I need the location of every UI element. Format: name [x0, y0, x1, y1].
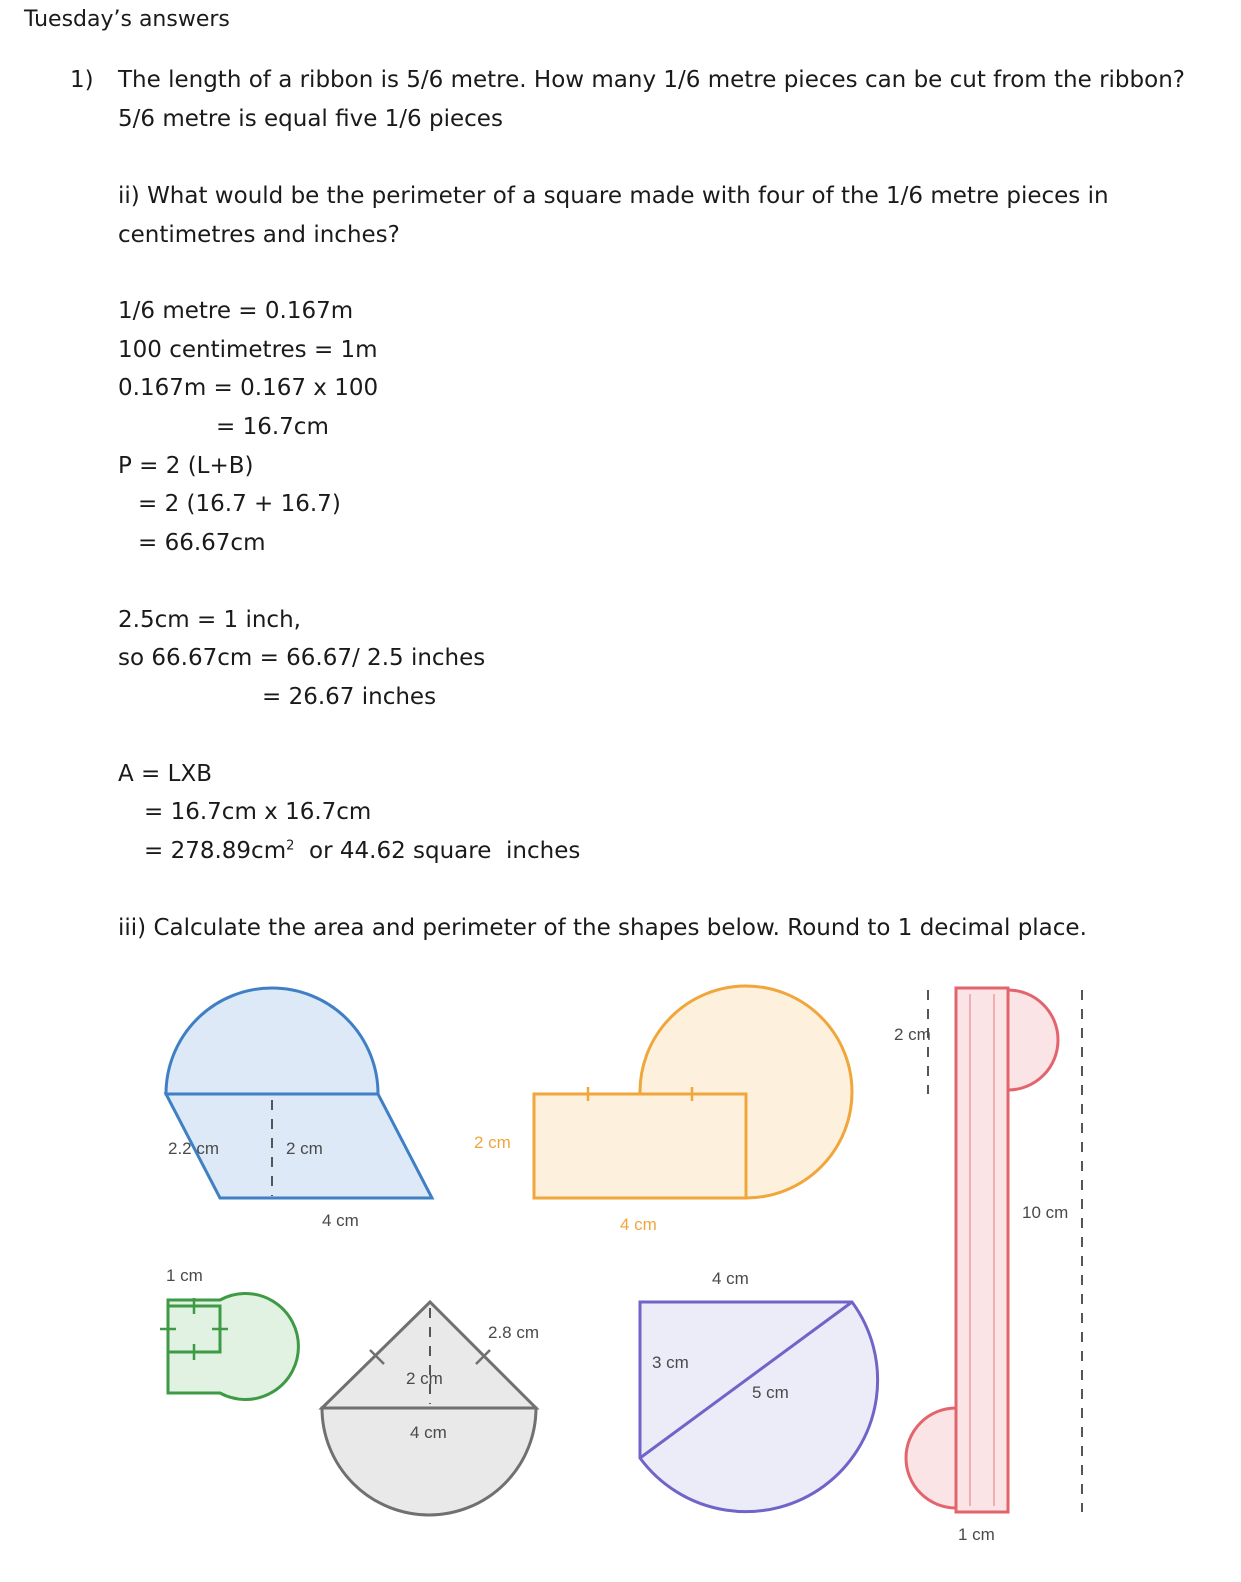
label-slant: 2.8 cm [488, 1323, 540, 1342]
label-length: 10 cm [1022, 1203, 1069, 1222]
question-1-text: The length of a ribbon is 5/6 metre. How many 1/6 metre pieces can be cut from the ribbon? [118, 67, 1185, 93]
label-base: 4 cm [410, 1423, 447, 1442]
working-line: 2.5cm = 1 inch, [118, 607, 301, 633]
page-heading: Tuesday’s answers [24, 7, 230, 32]
shape-right-triangle-semicircle [640, 1269, 878, 1512]
squared-superscript: 2 [286, 838, 295, 854]
label-diameter: 2 cm [894, 1025, 931, 1044]
label-base: 4 cm [322, 1211, 359, 1230]
label-side: 1 cm [166, 1266, 203, 1285]
question-3-text: iii) Calculate the area and perimeter of the shapes below. Round to 1 decimal place. [118, 915, 1087, 941]
working-line: = 26.67 inches [262, 684, 437, 710]
working-line: = 16.7cm [216, 414, 329, 440]
working-line: 100 centimetres = 1m [118, 337, 378, 363]
working-line: = 66.67cm [138, 530, 266, 556]
working-line: = 16.7cm x 16.7cm [144, 799, 372, 825]
label-height: 2 cm [474, 1133, 511, 1152]
working-line: A = LXB [118, 761, 212, 787]
question-2-line-1: ii) What would be the perimeter of a square made with four of the 1/6 metre pieces in [118, 183, 1109, 209]
working-line: 0.167m = 0.167 x 100 [118, 375, 379, 401]
area-value: = 278.89cm [144, 838, 287, 864]
label-height: 2 cm [286, 1139, 323, 1158]
label-length: 4 cm [620, 1215, 657, 1234]
question-2-line-2: centimetres and inches? [118, 222, 400, 248]
working-line: P = 2 (L+B) [118, 453, 254, 479]
label-slant: 2.2 cm [168, 1139, 220, 1158]
shape-tall-rectangle-semicircles [894, 988, 1082, 1544]
working-line: = 2 (16.7 + 16.7) [138, 491, 341, 517]
shape-semicircle-parallelogram [166, 988, 432, 1230]
question-1-answer: 5/6 metre is equal five 1/6 pieces [118, 106, 503, 132]
area-inches: or 44.62 square inches [294, 838, 581, 864]
working-line: 1/6 metre = 0.167m [118, 298, 354, 324]
shape-square-semicircle [160, 1266, 298, 1400]
question-number: 1) [70, 67, 94, 93]
label-side: 3 cm [652, 1353, 689, 1372]
label-diagonal: 5 cm [752, 1383, 789, 1402]
label-width: 1 cm [958, 1525, 995, 1544]
label-height: 2 cm [406, 1369, 443, 1388]
shape-triangle-semicircle [322, 1302, 539, 1515]
label-top: 4 cm [712, 1269, 749, 1288]
shape-rectangle-circle [474, 986, 852, 1234]
working-line: so 66.67cm = 66.67/ 2.5 inches [118, 645, 486, 671]
